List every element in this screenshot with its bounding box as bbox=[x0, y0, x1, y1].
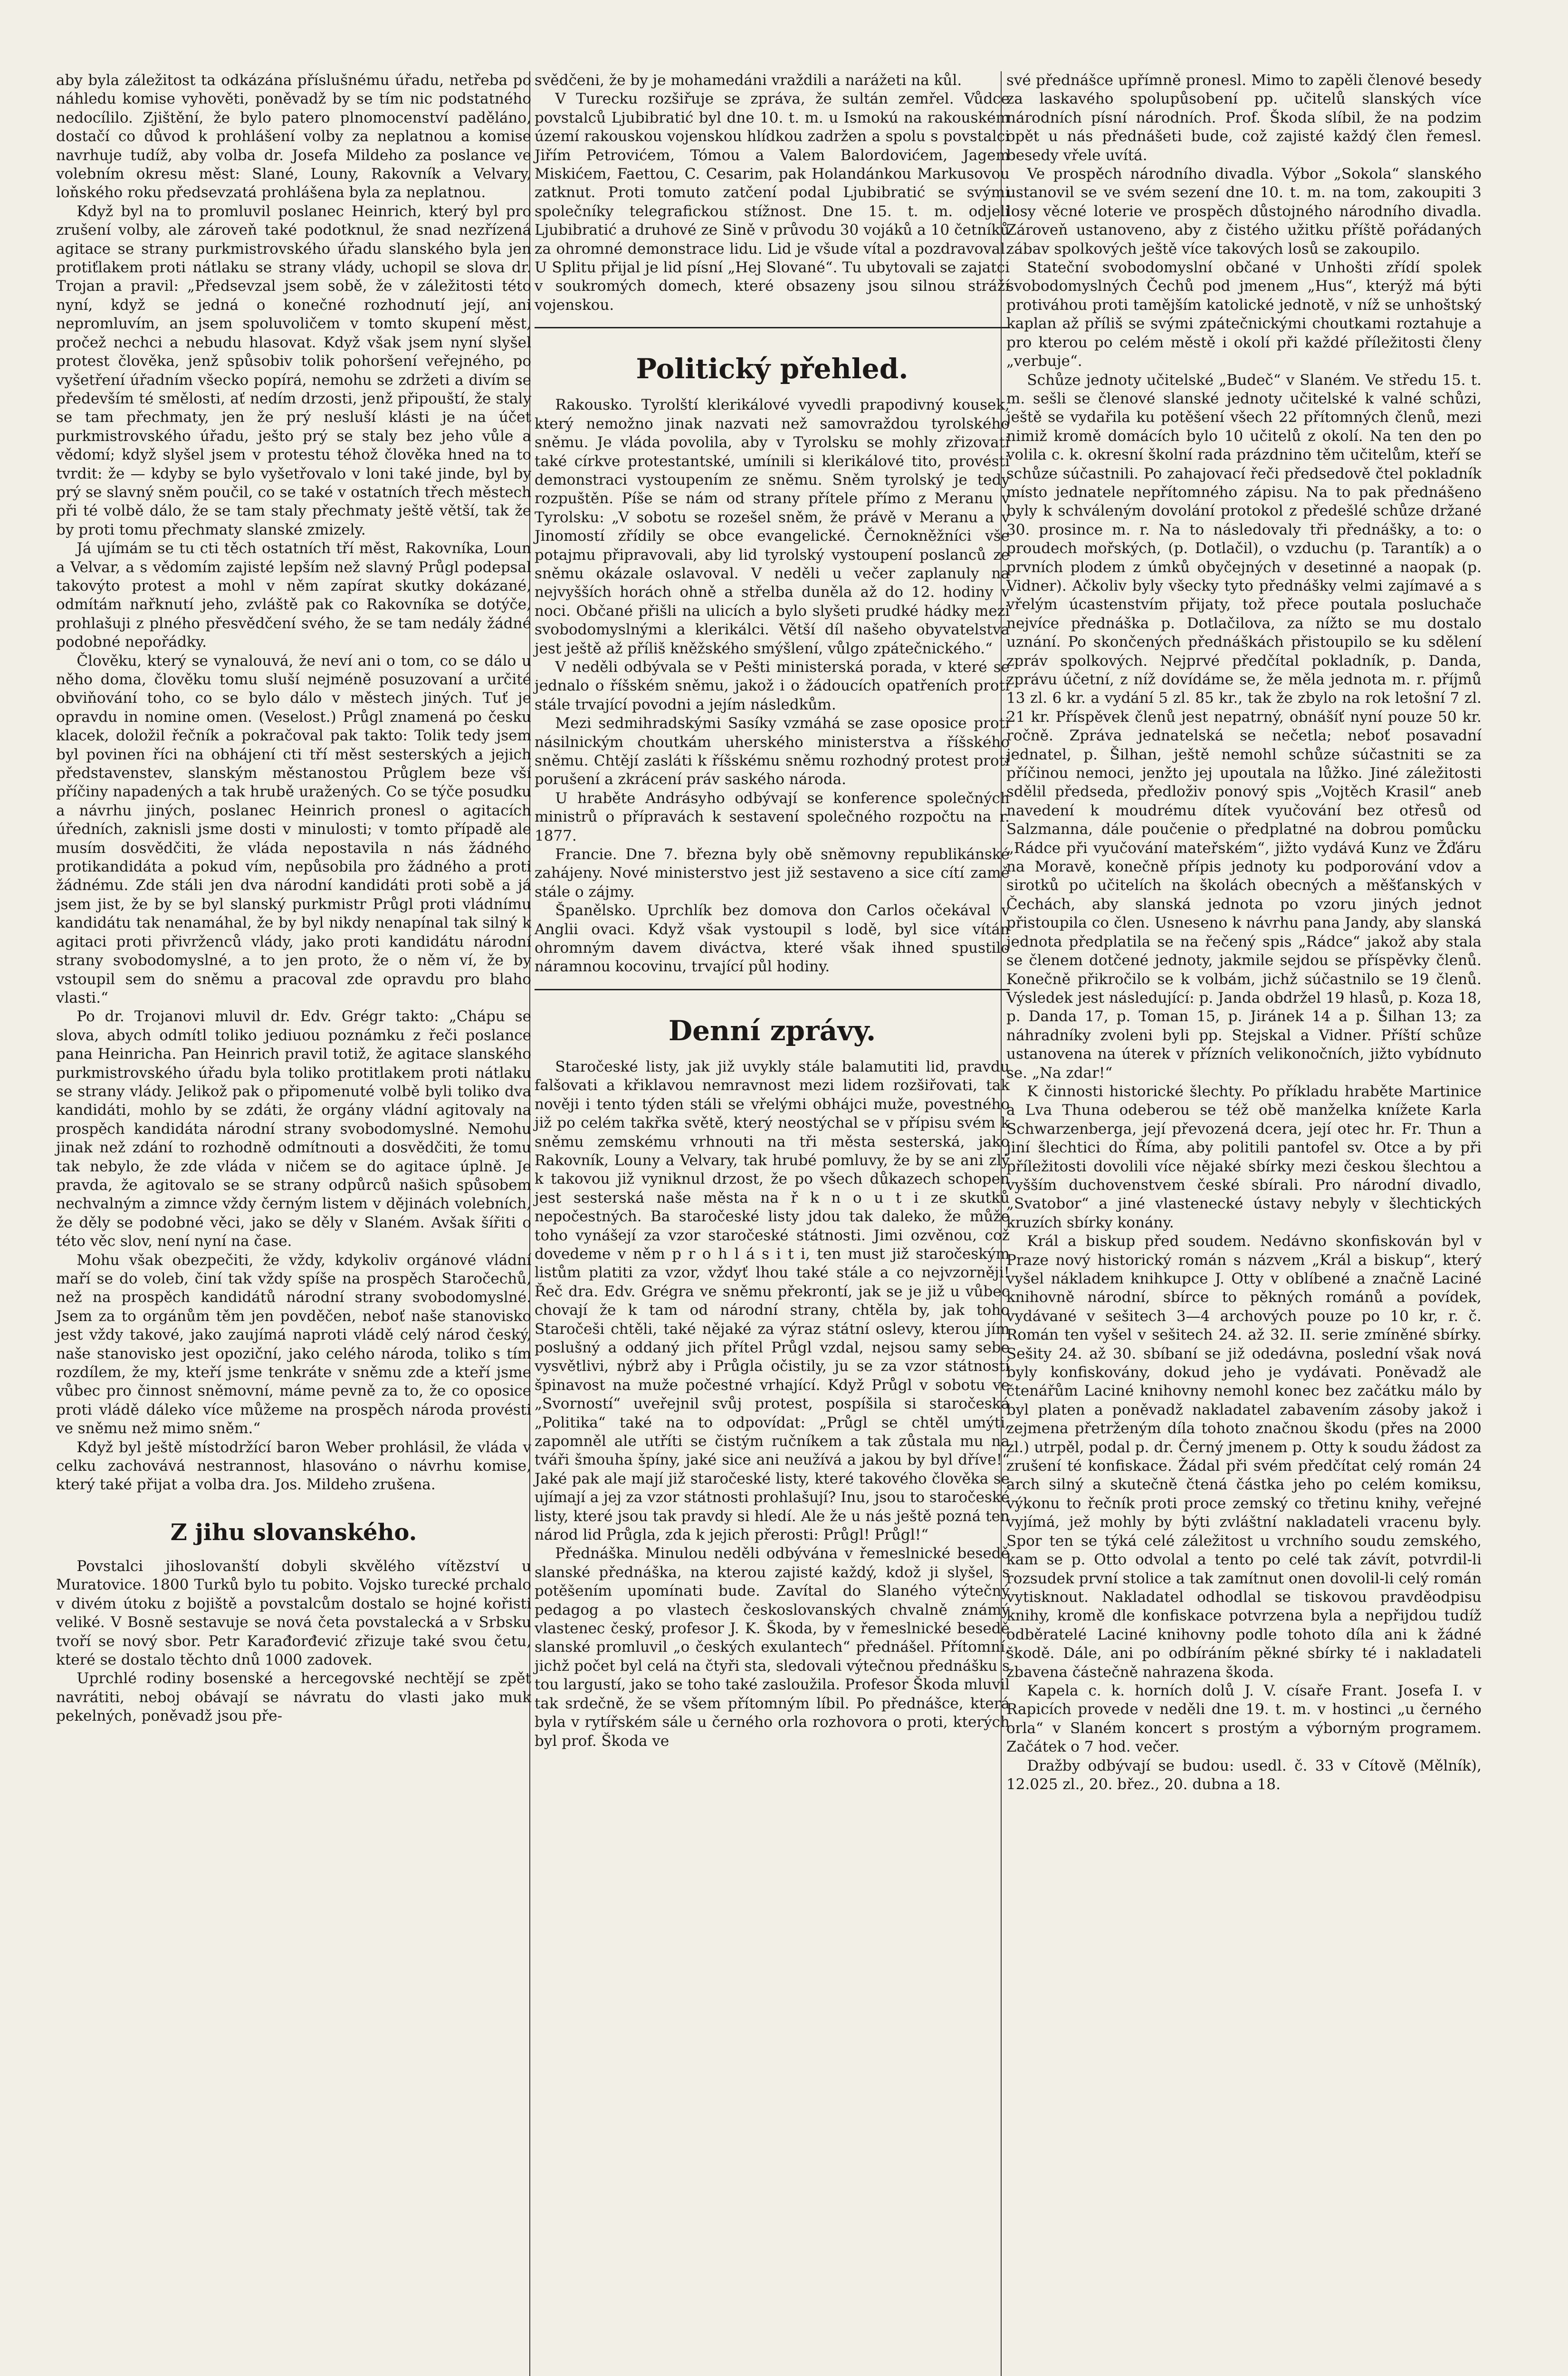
paragraph: Já ujímám se tu cti těch ostatních tří měst, Rakovníka, Loun a Velvar, a s vědomím zajisté lepším než slavný Průgl podepsal takovýto protest a mohl v něm zapírat skutky dokázané, odmítám nařknutí jeho, zvláště pak co Rakovníka se dotýče, prohlašuji z plného přesvědčení svého, že se tam nedály žádné podobné nepořádky. bbox=[56, 540, 531, 651]
section-heading: Politický přehled. bbox=[636, 353, 908, 385]
paragraph: Když byl na to promluvil poslanec Heinrich, který byl pro zrušení volby, ale zároveň také podotknul, že snad nezřízená agitace se strany purkmistrovského úřadu slanského byla jen protiťlakem proti nátlaku se strany vlády, uchopil se slova dr. Trojan a pravil: „Předsevzal jsem sobě, že v záležitosti této nyní, když se jedná o konečné rozhodnutí její, ani nepromluvím, an jsem spoluvoličem v tomto skupení měst, pročež nechci a nebudu hlasovat. Když však jsem nyní slyšel protest člověka, jenž spůsobiv tolik pohoršení veřejného, po vyšetření úřadním všecko popírá, nemohu se zdržeti a divím se především té smělosti, ať nedím drzosti, jenž připouští, že staly se tam přechmaty, jen že prý nesluší klásti je na účet purkmistrovského úřadu, ješto prý se staly bez jeho vůle a vědomí; když slyšel jsem v protestu téhož člověka hned na to tvrdit: že — kdyby se bylo vyšetřovalo v loni také jinde, byl by prý se slavný sněm poučil, co se také v ostatních třech městech při té volbě dálo, že se tam staly přechmaty ještě větší, tak že by proti tomu přechmaty slanské zmizely. bbox=[56, 202, 531, 538]
paragraph: Když byl ještě místodržící baron Weber prohlásil, že vláda v celku zachovává nestrannost, hlasováno o návrhu komise, který také přijat a volba dra. Jos. Mildeho zrušena. bbox=[56, 1438, 531, 1494]
paragraph: Ve prospěch národního divadla. Výbor „Sokola“ slanského ustanovil se ve svém sezení dne 10. t. m. na tom, zakoupiti 3 losy věcné loterie ve prospěch důstojného národního divadla. Zároveň ustanoveno, aby z čistého užitku příště pořádaných zábav spolkových ještě více takových losů se zakoupilo. bbox=[1006, 165, 1482, 258]
paragraph: U hraběte Andrásyho odbývají se konference společných ministrů o přípravách k sestavení společného rozpočtu na r. 1877. bbox=[535, 789, 1010, 844]
column-2 bbox=[535, 71, 1010, 1751]
paragraph: Po dr. Trojanovi mluvil dr. Edv. Grégr takto: „Chápu se slova, abych odmítl toliko jediuou poznámku z řeči poslance pana Heinricha. Pan Heinrich pravil totiž, že agitace slanského purkmistrovského úřadu byla toliko protitlakem proti nátlaku se strany vlády. Jelikož pak o připomenuté volbě byli toliko dva kandidáti, mohlo by se zdáti, že orgány vládní agitovaly na prospěch kandidáta národní strany svobodomyslné. Nemohu jinak než zdání to rozhodně odmítnouti a dosvědčiti, že tomu tak nebylo, že zde vláda v ničem se do agitace úplně. Je pravda, že agitovalo se se strany odpůrců našich spůsobem nechvalným a zimnce vždy černým listem v dějinách volebních, že děly se podobné věci, jako se děly v Slaném. Avšak šířiti o této věc slov, není nyní na čase. bbox=[56, 1008, 531, 1250]
paragraph: Člověku, který se vynalouvá, že neví ani o tom, co se dálo u něho doma, člověku tomu sluší nejméně posuzovaní a určité obviňování toho, co se bylo dálo v městech jiných. Tuť je opravdu in nomine omen. (Veselost.) Průgl znamená po česku klacek, doložil řečník a pokračoval pak takto: Tolik tedy jsem byl povinen říci na obhájení cti tří měst sesterských a jejich představenstev, slanským městanostou Průglem beze vší příčiny napadených a tak hrubě uražených. Co se týče posudku a návrhu jiných, poslanec Heinrich pronesl o agitacích úředních, zaknisli jsme dosti v minulosti; v tomto případě ale musím dosvědčiti, že vláda nepostavila n nás žádného protikandidáta a pokud vím, nepůsobila pro žádného a proti žádnému. Zde stáli jen dva národní kandidáti proti sobě a já jsem jist, že by se byl slanský purkmistr Průgl proti vládnímu kandidátu tak nenamáhal, že by byl nikdy nenapínal tak silný k agitaci proti přivrženců vlády, jako proti kandidátu národní strany svobodomyslné, a to jen proto, že o něm ví, že by vstoupil sem do sněmu a pracoval zde opravdu pro blaho vlasti.“ bbox=[56, 652, 531, 1006]
paragraph: Rakousko. Tyrolští klerikálové vyvedli prapodivný kousek, který nemožno jinak nazvati než samovraždou tyrolského sněmu. Je vláda povolila, aby v Tyrolsku se mohly zřizovati také církve protestantské, umínili si klerikálové tito, provésti demonstraci vystoupením ze sněmu. Sněm tyrolský je tedy rozpuštěn. Píše se nám od strany přítele přímo z Meranu v Tyrolsku: „V sobotu se rozešel sněm, že právě v Meranu a v Jinomostí zřídily se obce evangelické. Černokněžníci vše potajmu připravovali, aby lid tyrolský vystoupení poslanců ze sněmu okázale oslavoval. V neděli u večer zaplanuly na nejvyšších horách ohně a střelba duněla až do 12. hodiny v noci. Občané přišli na ulicích a bylo slyšeti prudké hádky mezi svobodomyslnými a klerikálci. Větší díl našeho obyvatelstva jest ještě až příliš kněžského smýšlení, vůlgo zpátečnického.“ bbox=[535, 396, 1010, 657]
column-1 bbox=[56, 71, 531, 1726]
paragraph: své přednášce upřímně pronesl. Mimo to zapěli členové besedy za laskavého spolupůsobení pp. učitelů slanských více národních písní národních. Prof. Škoda slíbil, že na podzim opět u nás přednášeti bude, což zajisté každý člen řemesl. besedy vřele uvítá. bbox=[1006, 72, 1482, 164]
paragraph: Španělsko. Uprchlík bez domova don Carlos očekával v Anglii ovaci. Když však vystoupil s lodě, byl sice vítán ohromným davem diváctva, které však ihned spustilo náramnou kocovinu, trvající půl hodiny. bbox=[535, 902, 1010, 976]
column-3 bbox=[1006, 71, 1482, 1794]
paragraph: svědčeni, že by je mohamedáni vraždili a narážeti na kůl. bbox=[535, 72, 962, 89]
section-divider bbox=[535, 989, 1010, 990]
paragraph: Schůze jednoty učitelské „Budeč“ v Slaném. Ve středu 15. t. m. sešli se členové slanské jednoty učitelské k valné schůzi, ještě se vydařila ku potěšení všech 22 přítomných členů, mezi nimiž kromě domácích bylo 10 učitelů z okolí. Na ten den po volila c. k. okresní školní rada prázdnino těm učitelům, kteří se schůze súčastnili. Po zahajovací řeči předsedově čtel pokladník místo jednatele nepřítomného zápisu. Na to pak přednášeno byly k schváleným dovolání protokol z předešlé schůze držané 30. prosince m. r. Na to následovaly tři přednášky, a to: o proudech mořských, (p. Dotlačil), o vzduchu (p. Tarantík) a o prvních plodem z úmků obyčejných v desetinné a naopak (p. Vidner). Ačkoliv byly všecky tyto přednášky velmi zajímavé a s vřelým úcastenstvím přijaty, tož přece poutala posluchače nejvíce přednáška p. Dotlačilova, za nížto se mu dostalo uznání. Po skončených přednáškách přistoupilo se ku sdělení zpráv spolkových. Nejprvé předčítal pokladník, p. Danda, zprávu účetní, z níž dovídáme se, že měla jednota m. r. příjmů 13 zl. 6 kr. a vydání 5 zl. 85 kr., tak že zbylo na rok letošní 7 zl. 21 kr. Příspěvek členů jest nepatrný, obnášíť nyní pouze 50 kr. ročně. Zpráva jednatelská se nečetla; neboť posavadní jednatel, p. Šilhan, ještě nemohl schůze súčastniti se za příčinou nemoci, jenžto jej upoutala na lůžko. Jiné záležitosti sdělil předseda, předloživ ponový spis „Vojtěch Krasil“ aneb navedení k moudrému dítek vyučování bez otřesů od Salzmanna, dále poučenie o předplatné na dobrou pomůcku „Rádce při vyučování mateřském“, jižto vydává Kunz ve Žďáru na Moravě, konečně přípis jednoty ku podporování vdov a sirotků po učitelích na školách obecných a měšťanských v Čechách, aby slanská jednota po vzoru jiných jednot přistoupila co člen. Usneseno k návrhu pana Jandy, aby slanská jednota předplatila se na řečený spis „Rádce“ jakož aby stala se členem dotčené jednoty, jakmile sejdou se příspěvky členů. Konečně přikročilo se k volbám, jichž súčastnilo se 19 členů. Výsledek jest následující: p. Janda obdržel 19 hlasů, p. Koza 18, p. Danda 17, p. Toman 15, p. Jiránek 14 a p. Šilhan 13; za náhradníky zvoleni byli pp. Stejskal a Vidner. Příští schůze ustanovena na úterek v přízních velikonočních, jižto vybídnuto se. „Na zdar!“ bbox=[1006, 371, 1482, 1082]
paragraph: Francie. Dne 7. března byly obě sněmovny republikánské zahájeny. Nové ministerstvo jest již sestaveno a sice cítí zamě stále o zájmy. bbox=[535, 846, 1010, 901]
paragraph: Staročeské listy, jak již uvykly stále balamutiti lid, pravdu falšovati a křiklavou nemravnost mezi lidem rozšiřovati, tak nověji i tento týden stáli se vřelými obhájci muže, povestného již po celém takřka světě, který neostýchal se v přípisu svém k sněmu zemskému vrhnouti na tři města sesterská, jako Rakovník, Louny a Velvary, tak hrubé pomluvy, že by se ani zlý k takovou již vyniknul drzost, že po všech důkazech schopen jest sesterská naše města na ř k n o u t i ze skutků nepočestných. Ba staročeské listy jdou tak daleko, že může toho vynášejí za vzor staročeské státnosti. Jimi ozvěnou, což dovedeme v něm p r o h l á s i t i, ten must již staročeským listům platiti za vzor, vždyť lhou také stále a co nejvzorněji! Řeč dra. Edv. Grégra ve sněmu překrontí, jak se je již u vůbec chovají že k tam od národní strany, chtěla by, jak toho Staročeši chtěli, také nějaké za výraz státní oslevy, kterou jím poslušný a oddaný jich přítel Průgl vzdal, nejsou samy sebe vysvětlivi, nýbrž aby i Průgla očistily, ju se za vzor státností špinavost na muže počestné vrhající. Když Průgl v sobotu ve „Svorností“ uveřejnil svůj protest, pospíšila si staročeská „Politika“ také na to odpovídat: „Průgl se chtěl umýti, zapomněl ale utříti se čistým ručníkem a tak zůstala mu na tváři šmouha špíny, jaké sice ani neužívá a jakou by byl dříve!“ Jaké pak ale mají již staročeské listy, které takového člověka se ujímají a jej za vzor státnosti prohlašují? Inu, jsou to staročeské listy, které jsou tak pravdy si hledí. Ale že u nás ještě pozná ten národ lid Průgla, zda k jejich přerosti: Průgl! Průgl!“ bbox=[535, 1058, 1010, 1544]
paragraph: Mezi sedmihradskými Sasíky vzmáhá se zase oposice proti násilnickým choutkám uherského ministerstva a říšského sněmu. Chtějí zasláti k říšskému sněmu rozhodný protest proti porušení a zkrácení práv saského národa. bbox=[535, 715, 1010, 788]
paragraph: Král a biskup před soudem. Nedávno skonfiskován byl v Praze nový historický román s názvem „Král a biskup“, který vyšel nákladem knihkupce J. Otty v oblíbené a značně Laciné knihovně národní, sbírce to pěkných románů a povídek, vydávané v sešitech 3—4 archových pouze po 10 kr, r. č. Román ten vyšel v sešitech 24. až 32. II. serie zmíněné sbírky. Sešity 24. až 30. sbíbaní se již odedávna, poslední však nová byly konfiskovány, dokud jeho je vydávati. Poněvadž ale čtenářům Laciné knihovny nemohl konec bez začátku málo by byl platen a poněvadž nakladatel zabavením zásoby jakož i zejmena přetrženým díla tohoto značnou škodu (přes na 2000 zl.) utrpěl, podal p. dr. Černý jmenem p. Otty k soudu žádost za zrušení té konfiskace. Žádal při svém předčítat celý román 24 arch silný a skutečně čtená částka jeho po celém komiksu, výkonu to řečník proti proce zemský co třetinu knihy, veřejné vyjímá, jež mohly by býti zvláštní nakladateli vracenu byly. Spor ten se týká celé záležitost u vrchního soudu zemského, kam se p. Otto odvolal a tento po celé tak závít, potvrdil-li rozsudek první stolice a tak zamítnut onen dovolil-li celý román vytisknout. Nakladatel odhodlal se tiskovou pravděodpisu knihy, kromě dle konfiskace potvrzena byla a nepřijdou tudíž odběratelé Laciné knihovny podle tohoto díla ani k žádné škodě. Dále, ani po odbíráním pěkné sbírky té i nakladateli zbavena částečně nahrazena škoda. bbox=[1006, 1233, 1482, 1681]
paragraph: Uprchlé rodiny bosenské a hercegovské nechtějí se zpět navrátiti, neboj obávají se návratu do vlasti jako muk pekelných, poněvadž jsou pře- bbox=[56, 1670, 531, 1725]
paragraph: aby byla záležitost ta odkázána příslušnému úřadu, netřeba po náhledu komise vyhověti, poněvadž by se tím nic podstatného nedocílilo. Zjištění, že bylo patero plnomocenství paděláno, dostačí co důvod k prohlášení volby za neplatnou a komise navrhuje tudíž, aby volba dr. Josefa Mildeho za poslance ve volebním okresu měst: Slané, Louny, Rakovník a Velvary, loňského roku předsevzatá prohlášena byla za neplatnou. bbox=[56, 72, 531, 201]
paragraph: Povstalci jihoslovanští dobyli skvělého vítězství u Muratovice. 1800 Turků bylo tu pobito. Vojsko turecké prchalo v divém útoku z bojiště a povstalcům dostalo se hojné kořisti veliké. V Bosně sestavuje se nová četa povstalecká a v Srbsku tvoří se nový sbor. Petr Karađorđević zřizuje také svou četu, které se dostalo těchto dnů 1000 zadovek. bbox=[56, 1557, 531, 1668]
paragraph: Přednáška. Minulou neděli odbývána v řemeslnické besedě slanské přednáška, na kterou zajisté každý, kdož ji slyšel, s potěšením upomínati bude. Zavítal do Slaného výtečný pedagog a po vlastech českoslovanských chvalně známý vlastenec český, profesor J. K. Škoda, by v řemeslnické besedě slanské promluvil „o českých exulantech“ přednášel. Přítomní, jichž počet byl celá na čtyři sta, sledovali výtečnou přednášku s tou largustí, jako se toho také zasloužila. Profesor Škoda mluvil tak srdečně, že se všem přítomným líbil. Po přednášce, která byla v rytířském sále u černého orla rozhovora o proti, kterých byl prof. Škoda ve bbox=[535, 1545, 1010, 1750]
paragraph: K činnosti historické šlechty. Po příkladu hraběte Martinice a Lva Thuna odeberou se též obě manželka knížete Karla Schwarzenberga, její převozená dcera, její otec hr. Fr. Thun a jiní šlechtici do Říma, aby politili pantofel sv. Otce a by při příležitosti dovolili více nějaké sbírky mezi českou šlechtou a vyšším duchovenstvem české sbírali. Pro národní divadlo, „Svatobor“ a jiné vlastenecké ústavy nebyly v šlechtických kruzích sbírky konány. bbox=[1006, 1083, 1482, 1231]
paragraph: Stateční svobodomyslní občané v Unhošti zřídí spolek svobodomyslných Čechů pod jmenem „Hus“, kterýž má býti protiváhou proti tamějším katolické jednotě, v níž se unhoštský kaplan až příliš se svými zpátečnickými choutkami roztahuje a pro kterou po celém městě i okolí při každé příležitosti členy „verbuje“. bbox=[1006, 259, 1482, 370]
paragraph: V Turecku rozšiřuje se zpráva, že sultán zemřel. Vůdce povstalců Ljubibratić byl dne 10. t. m. u Ismokú na rakouském území rakouskou vojenskou hlídkou zadržen a spolu s povstalci Jiřím Petrovićem, Tómou a Valem Balordovićem, Jagem Miskićem, Faettou, C. Cesarim, pak Holandánkou Markusovou zatknut. Proti tomuto zatčení podal Ljubibratić se svými společníky telegrafickou stížnost. Dne 15. t. m. odjeli Ljubibratić a druhové ze Sině v průvodu 30 vojáků a 10 četníků za ohromné demonstrace lidu. Lid je všude vítal a pozdravoval. U Splitu přijal je lid písní „Hej Slované“. Tu ubytovali se zajatci v soukromých domech, které obsazeny jsou silnou stráží vojenskou. bbox=[535, 90, 1010, 314]
paragraph: Dražby odbývají se budou: usedl. č. 33 v Cítově (Mělník), 12.025 zl., 20. břez., 20. dubna a 18. bbox=[1006, 1757, 1482, 1793]
section-divider bbox=[535, 327, 1010, 328]
paragraph: V neděli odbývala se v Pešti ministerská porada, v které se jednalo o říšském sněmu, jakož i o žádoucích opatřeních proti stále trvající povodni a jejím následkům. bbox=[535, 658, 1010, 713]
section-heading: Z jihu slovanského. bbox=[170, 1519, 417, 1546]
paragraph: Kapela c. k. horních dolů J. V. císaře Frant. Josefa I. v Rapicích provede v neděli dne 19. t. m. v hostinci „u černého orla“ v Slaném koncert s prostým a výborným programem. Začátek o 7 hod. večer. bbox=[1006, 1682, 1482, 1756]
section-heading: Denní zprávy. bbox=[668, 1014, 876, 1047]
paragraph: Mohu však obezpečiti, že vždy, kdykoliv orgánové vládní maří se do voleb, činí tak vždy spíše na prospěch Staročechů, než na prospěch kandidátů národní strany svobodomyslné. Jsem za to orgánům těm jen povděčen, neboť naše stanovisko jest vždy takové, jako zaujímá naproti vládě celý národ český, naše stanovisko jest opoziční, jako celého národa, toliko s tím rozdílem, že my, kteří jsme tenkráte v sněmu zde a kteří jsme vůbec pro činnost sněmovní, máme pevně za to, že co oposice proti vládě dáleko více můžeme na prospěch národa provésti ve sněmu než mimo sněm.“ bbox=[56, 1251, 531, 1437]
